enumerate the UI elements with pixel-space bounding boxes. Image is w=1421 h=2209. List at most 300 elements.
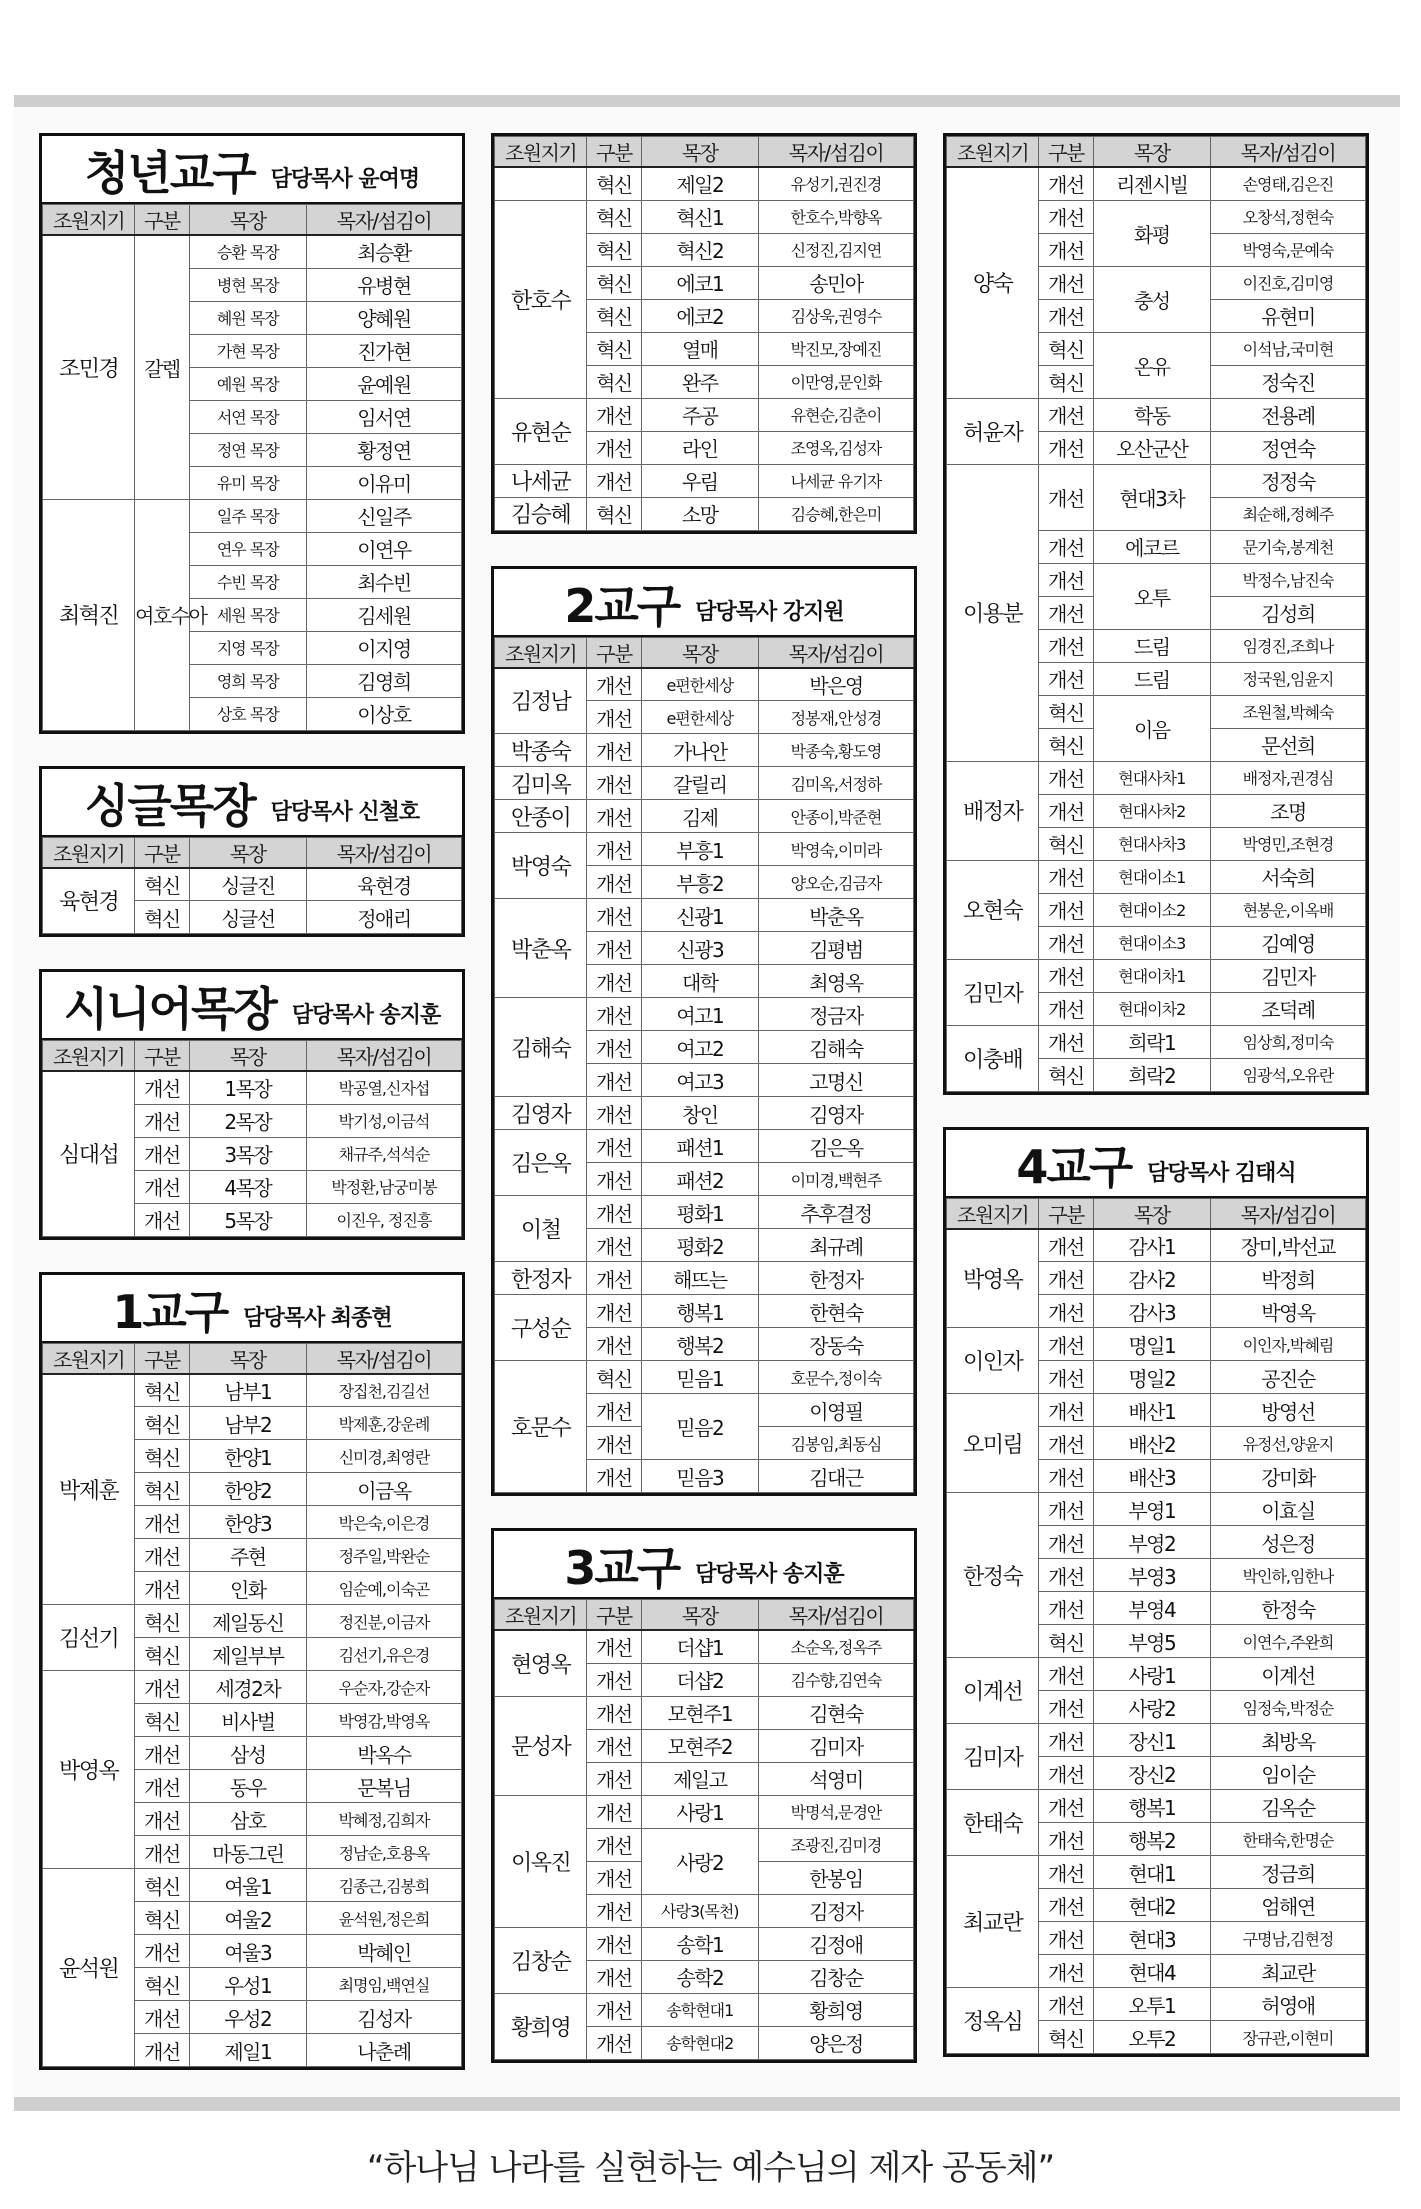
shepherd-cell: 윤석원,정은희 bbox=[306, 1902, 461, 1935]
column-right bbox=[943, 133, 1369, 2057]
ranch-cell: 여울2 bbox=[189, 1902, 306, 1935]
header-row bbox=[495, 1600, 914, 1631]
roster-table bbox=[42, 837, 462, 935]
type-cell: 개선 bbox=[1039, 1295, 1093, 1328]
type-cell: 개선 bbox=[587, 1795, 641, 1828]
type-cell: 개선 bbox=[1039, 926, 1093, 959]
leader-cell: 김미자 bbox=[947, 1724, 1039, 1790]
table-row bbox=[947, 1394, 1366, 1427]
type-cell: 개선 bbox=[1039, 431, 1093, 464]
shepherd-cell: 신정진,김지연 bbox=[758, 233, 913, 266]
shepherd-cell: 유현순,김춘이 bbox=[758, 398, 913, 431]
ranch-cell: 승환 목장 bbox=[189, 235, 306, 268]
ranch-cell: 상호 목장 bbox=[189, 697, 306, 730]
ranch-cell: 갈릴리 bbox=[641, 767, 758, 800]
column-header: 조원지기 bbox=[43, 837, 135, 868]
table-row bbox=[43, 499, 462, 532]
ranch-cell: 송학1 bbox=[641, 1927, 758, 1960]
ranch-cell: 혁신1 bbox=[641, 200, 758, 233]
shepherd-cell: 윤예원 bbox=[306, 367, 461, 400]
type-cell: 개선 bbox=[1039, 1658, 1093, 1691]
ranch-cell: 패션1 bbox=[641, 1130, 758, 1163]
ranch-cell: 오산군산 bbox=[1093, 431, 1210, 464]
shepherd-cell: 김해숙 bbox=[758, 1031, 913, 1064]
column-header: 목자/섬김이 bbox=[306, 837, 461, 868]
shepherd-cell: 김은옥 bbox=[758, 1130, 913, 1163]
shepherd-cell: 박공열,신자섭 bbox=[306, 1071, 461, 1104]
top-band bbox=[14, 95, 1400, 107]
type-cell: 개선 bbox=[587, 1163, 641, 1196]
shepherd-cell: 최승환 bbox=[306, 235, 461, 268]
column-header: 조원지기 bbox=[947, 1198, 1039, 1229]
type-cell: 개선 bbox=[135, 1104, 189, 1137]
column-header: 목장 bbox=[189, 837, 306, 868]
table-row bbox=[947, 464, 1366, 497]
type-cell: 혁신 bbox=[135, 868, 189, 901]
shepherd-cell: 이영필 bbox=[758, 1394, 913, 1427]
type-cell: 개선 bbox=[587, 899, 641, 932]
type-cell: 개선 bbox=[1039, 464, 1093, 530]
leader-cell bbox=[495, 167, 587, 200]
column-header: 목자/섬김이 bbox=[1210, 137, 1365, 168]
shepherd-cell: 김예영 bbox=[1210, 926, 1365, 959]
ranch-cell: 싱글선 bbox=[189, 901, 306, 934]
district-section bbox=[491, 133, 917, 534]
type-cell: 개선 bbox=[587, 1229, 641, 1262]
type-cell: 개선 bbox=[1039, 1493, 1093, 1526]
ranch-cell: 연우 목장 bbox=[189, 532, 306, 565]
type-cell: 혁신 bbox=[135, 1704, 189, 1737]
district-section bbox=[39, 969, 465, 1240]
ranch-cell: 수빈 목장 bbox=[189, 565, 306, 598]
type-cell: 개선 bbox=[1039, 1394, 1093, 1427]
table-row bbox=[947, 1328, 1366, 1361]
ranch-cell: 소망 bbox=[641, 497, 758, 530]
shepherd-cell: 박혜정,김희자 bbox=[306, 1803, 461, 1836]
ranch-cell: 지영 목장 bbox=[189, 631, 306, 664]
shepherd-cell: 이상호 bbox=[306, 697, 461, 730]
type-cell: 개선 bbox=[1039, 530, 1093, 563]
table-row bbox=[43, 1605, 462, 1638]
header-row bbox=[43, 205, 462, 236]
ranch-cell: 여고1 bbox=[641, 998, 758, 1031]
type-cell: 개선 bbox=[135, 1770, 189, 1803]
ranch-cell: 부영5 bbox=[1093, 1625, 1210, 1658]
type-cell: 혁신 bbox=[135, 1440, 189, 1473]
shepherd-cell: 최순해,정혜주 bbox=[1210, 497, 1365, 530]
type-cell: 개선 bbox=[1039, 1460, 1093, 1493]
ranch-cell: 믿음1 bbox=[641, 1361, 758, 1394]
table-row bbox=[495, 1696, 914, 1729]
type-cell: 개선 bbox=[135, 1137, 189, 1170]
table-row bbox=[43, 1671, 462, 1704]
ranch-cell: 에코2 bbox=[641, 299, 758, 332]
column-header: 조원지기 bbox=[43, 1041, 135, 1072]
leader-cell: 박제훈 bbox=[43, 1374, 135, 1605]
type-cell: 개선 bbox=[1039, 200, 1093, 233]
type-cell: 개선 bbox=[1039, 959, 1093, 992]
type-cell: 개선 bbox=[587, 1460, 641, 1493]
ranch-cell: 희락2 bbox=[1093, 1058, 1210, 1091]
column-header: 구분 bbox=[135, 837, 189, 868]
type-cell: 혁신 bbox=[1039, 365, 1093, 398]
ranch-cell: 제일1 bbox=[189, 2034, 306, 2067]
type-cell: 개선 bbox=[587, 2026, 641, 2059]
shepherd-cell: 박영옥 bbox=[1210, 1295, 1365, 1328]
type-cell: 개선 bbox=[587, 1894, 641, 1927]
pastor-label: 담당목사 신철호 bbox=[270, 799, 420, 825]
type-cell: 개선 bbox=[587, 701, 641, 734]
shepherd-cell: 정금자 bbox=[758, 998, 913, 1031]
shepherd-cell: 박은영 bbox=[758, 668, 913, 701]
ranch-cell: 해뜨는 bbox=[641, 1262, 758, 1295]
ranch-cell: 부영3 bbox=[1093, 1559, 1210, 1592]
ranch-cell: 신광1 bbox=[641, 899, 758, 932]
type-cell: 개선 bbox=[135, 1071, 189, 1104]
leader-cell: 안종이 bbox=[495, 800, 587, 833]
shepherd-cell: 오창석,정현숙 bbox=[1210, 200, 1365, 233]
type-cell: 개선 bbox=[1039, 794, 1093, 827]
ranch-cell: 드림 bbox=[1093, 629, 1210, 662]
header-row bbox=[495, 137, 914, 168]
column-header: 구분 bbox=[587, 1600, 641, 1631]
type-cell: 개선 bbox=[1039, 1823, 1093, 1856]
shepherd-cell: 한태숙,한명순 bbox=[1210, 1823, 1365, 1856]
ranch-cell: 우성2 bbox=[189, 2001, 306, 2034]
ranch-cell: 온유 bbox=[1093, 332, 1210, 398]
table-row bbox=[495, 1196, 914, 1229]
type-cell: 개선 bbox=[587, 1663, 641, 1696]
column-header: 목장 bbox=[641, 137, 758, 168]
type-cell: 개선 bbox=[587, 1394, 641, 1427]
ranch-cell: 혜원 목장 bbox=[189, 301, 306, 334]
ranch-cell: 평화1 bbox=[641, 1196, 758, 1229]
column-header: 목장 bbox=[1093, 1198, 1210, 1229]
shepherd-cell: 박명석,문경안 bbox=[758, 1795, 913, 1828]
shepherd-cell: 정주일,박완순 bbox=[306, 1539, 461, 1572]
ranch-cell: 남부1 bbox=[189, 1374, 306, 1407]
ranch-cell: 5목장 bbox=[189, 1203, 306, 1236]
district-section bbox=[491, 1528, 917, 2063]
type-cell: 개선 bbox=[1039, 662, 1093, 695]
roster-table bbox=[494, 136, 914, 531]
shepherd-cell: 신일주 bbox=[306, 499, 461, 532]
district-section bbox=[491, 566, 917, 1497]
ranch-cell: 부영2 bbox=[1093, 1526, 1210, 1559]
shepherd-cell: 김미옥,서정하 bbox=[758, 767, 913, 800]
leader-cell: 최혁진 bbox=[43, 499, 135, 730]
type-cell: 개선 bbox=[587, 932, 641, 965]
shepherd-cell: 이미경,백현주 bbox=[758, 1163, 913, 1196]
leader-cell: 배정자 bbox=[947, 761, 1039, 860]
ranch-cell: e편한세상 bbox=[641, 701, 758, 734]
table-row bbox=[495, 998, 914, 1031]
shepherd-cell: 김종근,김봉희 bbox=[306, 1869, 461, 1902]
shepherd-cell: 현봉운,이옥배 bbox=[1210, 893, 1365, 926]
ranch-cell: 우성1 bbox=[189, 1968, 306, 2001]
shepherd-cell: 호문수,정이숙 bbox=[758, 1361, 913, 1394]
ranch-cell: 오투1 bbox=[1093, 1988, 1210, 2021]
leader-cell: 이계선 bbox=[947, 1658, 1039, 1724]
ranch-cell: 주현 bbox=[189, 1539, 306, 1572]
type-cell: 혁신 bbox=[135, 1473, 189, 1506]
type-cell: 개선 bbox=[1039, 1922, 1093, 1955]
ranch-cell: 더샵1 bbox=[641, 1630, 758, 1663]
ranch-cell: 현대사차2 bbox=[1093, 794, 1210, 827]
type-cell: 개선 bbox=[587, 1993, 641, 2026]
table-row bbox=[495, 1993, 914, 2026]
ranch-cell: 제일2 bbox=[641, 167, 758, 200]
shepherd-cell: 한정숙 bbox=[1210, 1592, 1365, 1625]
ranch-cell: 열매 bbox=[641, 332, 758, 365]
shepherd-cell: 박혜인 bbox=[306, 1935, 461, 1968]
type-cell: 개선 bbox=[587, 1064, 641, 1097]
shepherd-cell: 김창순 bbox=[758, 1960, 913, 1993]
type-cell: 개선 bbox=[1039, 1262, 1093, 1295]
table-row bbox=[495, 767, 914, 800]
table-row bbox=[495, 800, 914, 833]
shepherd-cell: 진가현 bbox=[306, 334, 461, 367]
shepherd-cell: 나춘례 bbox=[306, 2034, 461, 2067]
shepherd-cell: 유현미 bbox=[1210, 299, 1365, 332]
type-cell: 개선 bbox=[135, 1737, 189, 1770]
ranch-cell: 일주 목장 bbox=[189, 499, 306, 532]
shepherd-cell: 황희영 bbox=[758, 1993, 913, 2026]
shepherd-cell: 임경진,조희나 bbox=[1210, 629, 1365, 662]
ranch-cell: 모현주1 bbox=[641, 1696, 758, 1729]
roster-table bbox=[494, 1599, 914, 2060]
column-left bbox=[39, 133, 465, 2070]
ranch-cell: 창인 bbox=[641, 1097, 758, 1130]
type-cell: 개선 bbox=[587, 1427, 641, 1460]
shepherd-cell: 박제훈,강운례 bbox=[306, 1407, 461, 1440]
shepherd-cell: 김정애 bbox=[758, 1927, 913, 1960]
ranch-cell: 행복1 bbox=[641, 1295, 758, 1328]
header-row bbox=[43, 837, 462, 868]
table-row bbox=[495, 1130, 914, 1163]
shepherd-cell: 공진순 bbox=[1210, 1361, 1365, 1394]
type-cell: 혁신 bbox=[135, 1869, 189, 1902]
ranch-cell: 2목장 bbox=[189, 1104, 306, 1137]
leader-cell: 김은옥 bbox=[495, 1130, 587, 1196]
type-cell: 개선 bbox=[587, 464, 641, 497]
ranch-cell: 드림 bbox=[1093, 662, 1210, 695]
type-cell: 개선 bbox=[587, 668, 641, 701]
shepherd-cell: 한봉임 bbox=[758, 1861, 913, 1894]
shepherd-cell: 허영애 bbox=[1210, 1988, 1365, 2021]
leader-cell: 양숙 bbox=[947, 167, 1039, 398]
column-header: 목자/섬김이 bbox=[306, 1343, 461, 1374]
type-cell: 개선 bbox=[587, 866, 641, 899]
ranch-cell: 감사2 bbox=[1093, 1262, 1210, 1295]
roster-table bbox=[42, 204, 462, 731]
pastor-label: 담당목사 최종현 bbox=[243, 1305, 392, 1331]
column-header: 조원지기 bbox=[43, 205, 135, 236]
type-cell: 개선 bbox=[587, 767, 641, 800]
shepherd-cell: 문기숙,봉계천 bbox=[1210, 530, 1365, 563]
type-cell: 혁신 bbox=[135, 1374, 189, 1407]
column-header: 목자/섬김이 bbox=[1210, 1198, 1365, 1229]
shepherd-cell: 우순자,강순자 bbox=[306, 1671, 461, 1704]
table-row bbox=[947, 167, 1366, 200]
column-header: 목장 bbox=[1093, 137, 1210, 168]
shepherd-cell: 김정자 bbox=[758, 1894, 913, 1927]
table-row bbox=[495, 200, 914, 233]
column-header: 조원지기 bbox=[495, 137, 587, 168]
shepherd-cell: 박영숙,문예숙 bbox=[1210, 233, 1365, 266]
table-row bbox=[43, 1869, 462, 1902]
type-cell: 개선 bbox=[135, 1671, 189, 1704]
type-cell: 혁신 bbox=[587, 266, 641, 299]
ranch-cell: 제일동신 bbox=[189, 1605, 306, 1638]
ranch-cell: 예원 목장 bbox=[189, 367, 306, 400]
section-title bbox=[42, 972, 462, 1040]
shepherd-cell: 김영희 bbox=[306, 664, 461, 697]
column-header: 목자/섬김이 bbox=[306, 1041, 461, 1072]
shepherd-cell: 김대근 bbox=[758, 1460, 913, 1493]
district-name: 청년교구 bbox=[84, 146, 255, 200]
type-cell: 혁신 bbox=[1039, 1058, 1093, 1091]
district-name: 시니어목장 bbox=[63, 982, 276, 1036]
shepherd-cell: 정애리 bbox=[306, 901, 461, 934]
leader-cell: 이철 bbox=[495, 1196, 587, 1262]
leader-cell: 박영옥 bbox=[43, 1671, 135, 1869]
district-section bbox=[39, 133, 465, 734]
ranch-cell: 여고2 bbox=[641, 1031, 758, 1064]
shepherd-cell: 정숙진 bbox=[1210, 365, 1365, 398]
ranch-cell: 삼성 bbox=[189, 1737, 306, 1770]
column-header: 목장 bbox=[189, 1343, 306, 1374]
shepherd-cell: 임광석,오유란 bbox=[1210, 1058, 1365, 1091]
shepherd-cell: 이석남,국미현 bbox=[1210, 332, 1365, 365]
shepherd-cell: 정봉재,안성경 bbox=[758, 701, 913, 734]
type-cell: 혁신 bbox=[587, 1361, 641, 1394]
shepherd-cell: 정정숙 bbox=[1210, 464, 1365, 497]
district-section bbox=[943, 133, 1369, 1095]
type-cell: 개선 bbox=[1039, 1757, 1093, 1790]
ranch-cell: 배산1 bbox=[1093, 1394, 1210, 1427]
type-cell: 혁신 bbox=[135, 1638, 189, 1671]
header-row bbox=[947, 137, 1366, 168]
bottom-band bbox=[14, 2097, 1400, 2111]
type-cell: 개선 bbox=[1039, 299, 1093, 332]
header-row bbox=[947, 1198, 1366, 1229]
ranch-cell: 인화 bbox=[189, 1572, 306, 1605]
shepherd-cell: 양혜원 bbox=[306, 301, 461, 334]
shepherd-cell: 박종숙,황도영 bbox=[758, 734, 913, 767]
table-row bbox=[947, 1229, 1366, 1262]
shepherd-cell: 나세균 유기자 bbox=[758, 464, 913, 497]
type-cell: 개선 bbox=[1039, 398, 1093, 431]
table-row bbox=[947, 1493, 1366, 1526]
table-row bbox=[495, 1795, 914, 1828]
shepherd-cell: 엄해연 bbox=[1210, 1889, 1365, 1922]
shepherd-cell: 장규관,이현미 bbox=[1210, 2021, 1365, 2054]
table-row bbox=[495, 464, 914, 497]
ranch-cell: 1목장 bbox=[189, 1071, 306, 1104]
shepherd-cell: 박옥수 bbox=[306, 1737, 461, 1770]
ranch-cell: 희락1 bbox=[1093, 1025, 1210, 1058]
type-cell: 개선 bbox=[587, 1630, 641, 1663]
ranch-cell: 3목장 bbox=[189, 1137, 306, 1170]
roster-table bbox=[494, 637, 914, 1494]
ranch-cell: 에코1 bbox=[641, 266, 758, 299]
shepherd-cell: 박영민,조현경 bbox=[1210, 827, 1365, 860]
ranch-cell: 제일부부 bbox=[189, 1638, 306, 1671]
shepherd-cell: 정연숙 bbox=[1210, 431, 1365, 464]
district-section bbox=[943, 1127, 1369, 2058]
leader-cell: 박영옥 bbox=[947, 1229, 1039, 1328]
table-row bbox=[947, 1025, 1366, 1058]
ranch-cell: 완주 bbox=[641, 365, 758, 398]
type-cell: 개선 bbox=[135, 1803, 189, 1836]
ranch-cell: 사랑1 bbox=[1093, 1658, 1210, 1691]
column-header: 구분 bbox=[1039, 1198, 1093, 1229]
section-title bbox=[42, 769, 462, 837]
shepherd-cell: 최규례 bbox=[758, 1229, 913, 1262]
type-cell: 혁신 bbox=[587, 497, 641, 530]
shepherd-cell: 한현숙 bbox=[758, 1295, 913, 1328]
type-cell: 개선 bbox=[1039, 596, 1093, 629]
shepherd-cell: 정국원,임윤지 bbox=[1210, 662, 1365, 695]
shepherd-cell: 정금희 bbox=[1210, 1856, 1365, 1889]
type-cell: 혁신 bbox=[587, 332, 641, 365]
shepherd-cell: 고명신 bbox=[758, 1064, 913, 1097]
ranch-cell: e편한세상 bbox=[641, 668, 758, 701]
type-cell: 개선 bbox=[587, 431, 641, 464]
ranch-cell: 동우 bbox=[189, 1770, 306, 1803]
ranch-cell: 오투 bbox=[1093, 563, 1210, 629]
type-cell: 개선 bbox=[1039, 233, 1093, 266]
shepherd-cell: 조명 bbox=[1210, 794, 1365, 827]
leader-cell: 심대섭 bbox=[43, 1071, 135, 1236]
type-cell: 혁신 bbox=[1039, 827, 1093, 860]
shepherd-cell: 박기성,이금석 bbox=[306, 1104, 461, 1137]
shepherd-cell: 박정희 bbox=[1210, 1262, 1365, 1295]
column-header: 목장 bbox=[641, 1600, 758, 1631]
shepherd-cell: 양오순,김금자 bbox=[758, 866, 913, 899]
ranch-cell: 주공 bbox=[641, 398, 758, 431]
type-cell: 개선 bbox=[135, 1170, 189, 1203]
shepherd-cell: 임순예,이숙곤 bbox=[306, 1572, 461, 1605]
ranch-cell: 현대이소3 bbox=[1093, 926, 1210, 959]
ranch-cell: 오투2 bbox=[1093, 2021, 1210, 2054]
column-header: 목자/섬김이 bbox=[758, 637, 913, 668]
header-row bbox=[495, 637, 914, 668]
shepherd-cell: 임이순 bbox=[1210, 1757, 1365, 1790]
type-cell: 개선 bbox=[135, 2034, 189, 2067]
leader-cell: 황희영 bbox=[495, 1993, 587, 2059]
type-cell: 개선 bbox=[1039, 629, 1093, 662]
ranch-cell: 명일2 bbox=[1093, 1361, 1210, 1394]
type-cell: 개선 bbox=[1039, 893, 1093, 926]
shepherd-cell: 김미자 bbox=[758, 1729, 913, 1762]
ranch-cell: 송학2 bbox=[641, 1960, 758, 1993]
shepherd-cell: 석영미 bbox=[758, 1762, 913, 1795]
shepherd-cell: 김수향,김연숙 bbox=[758, 1663, 913, 1696]
type-cell: 개선 bbox=[1039, 860, 1093, 893]
ranch-cell: 정연 목장 bbox=[189, 433, 306, 466]
shepherd-cell: 문선희 bbox=[1210, 728, 1365, 761]
ranch-cell: 학동 bbox=[1093, 398, 1210, 431]
type-cell: 개선 bbox=[135, 2001, 189, 2034]
shepherd-cell: 장집천,김길선 bbox=[306, 1374, 461, 1407]
district-name: 4교구 bbox=[1016, 1139, 1132, 1194]
leader-cell: 구성순 bbox=[495, 1295, 587, 1361]
shepherd-cell: 구명남,김현정 bbox=[1210, 1922, 1365, 1955]
section-title bbox=[42, 1275, 462, 1343]
table-row bbox=[495, 1927, 914, 1960]
